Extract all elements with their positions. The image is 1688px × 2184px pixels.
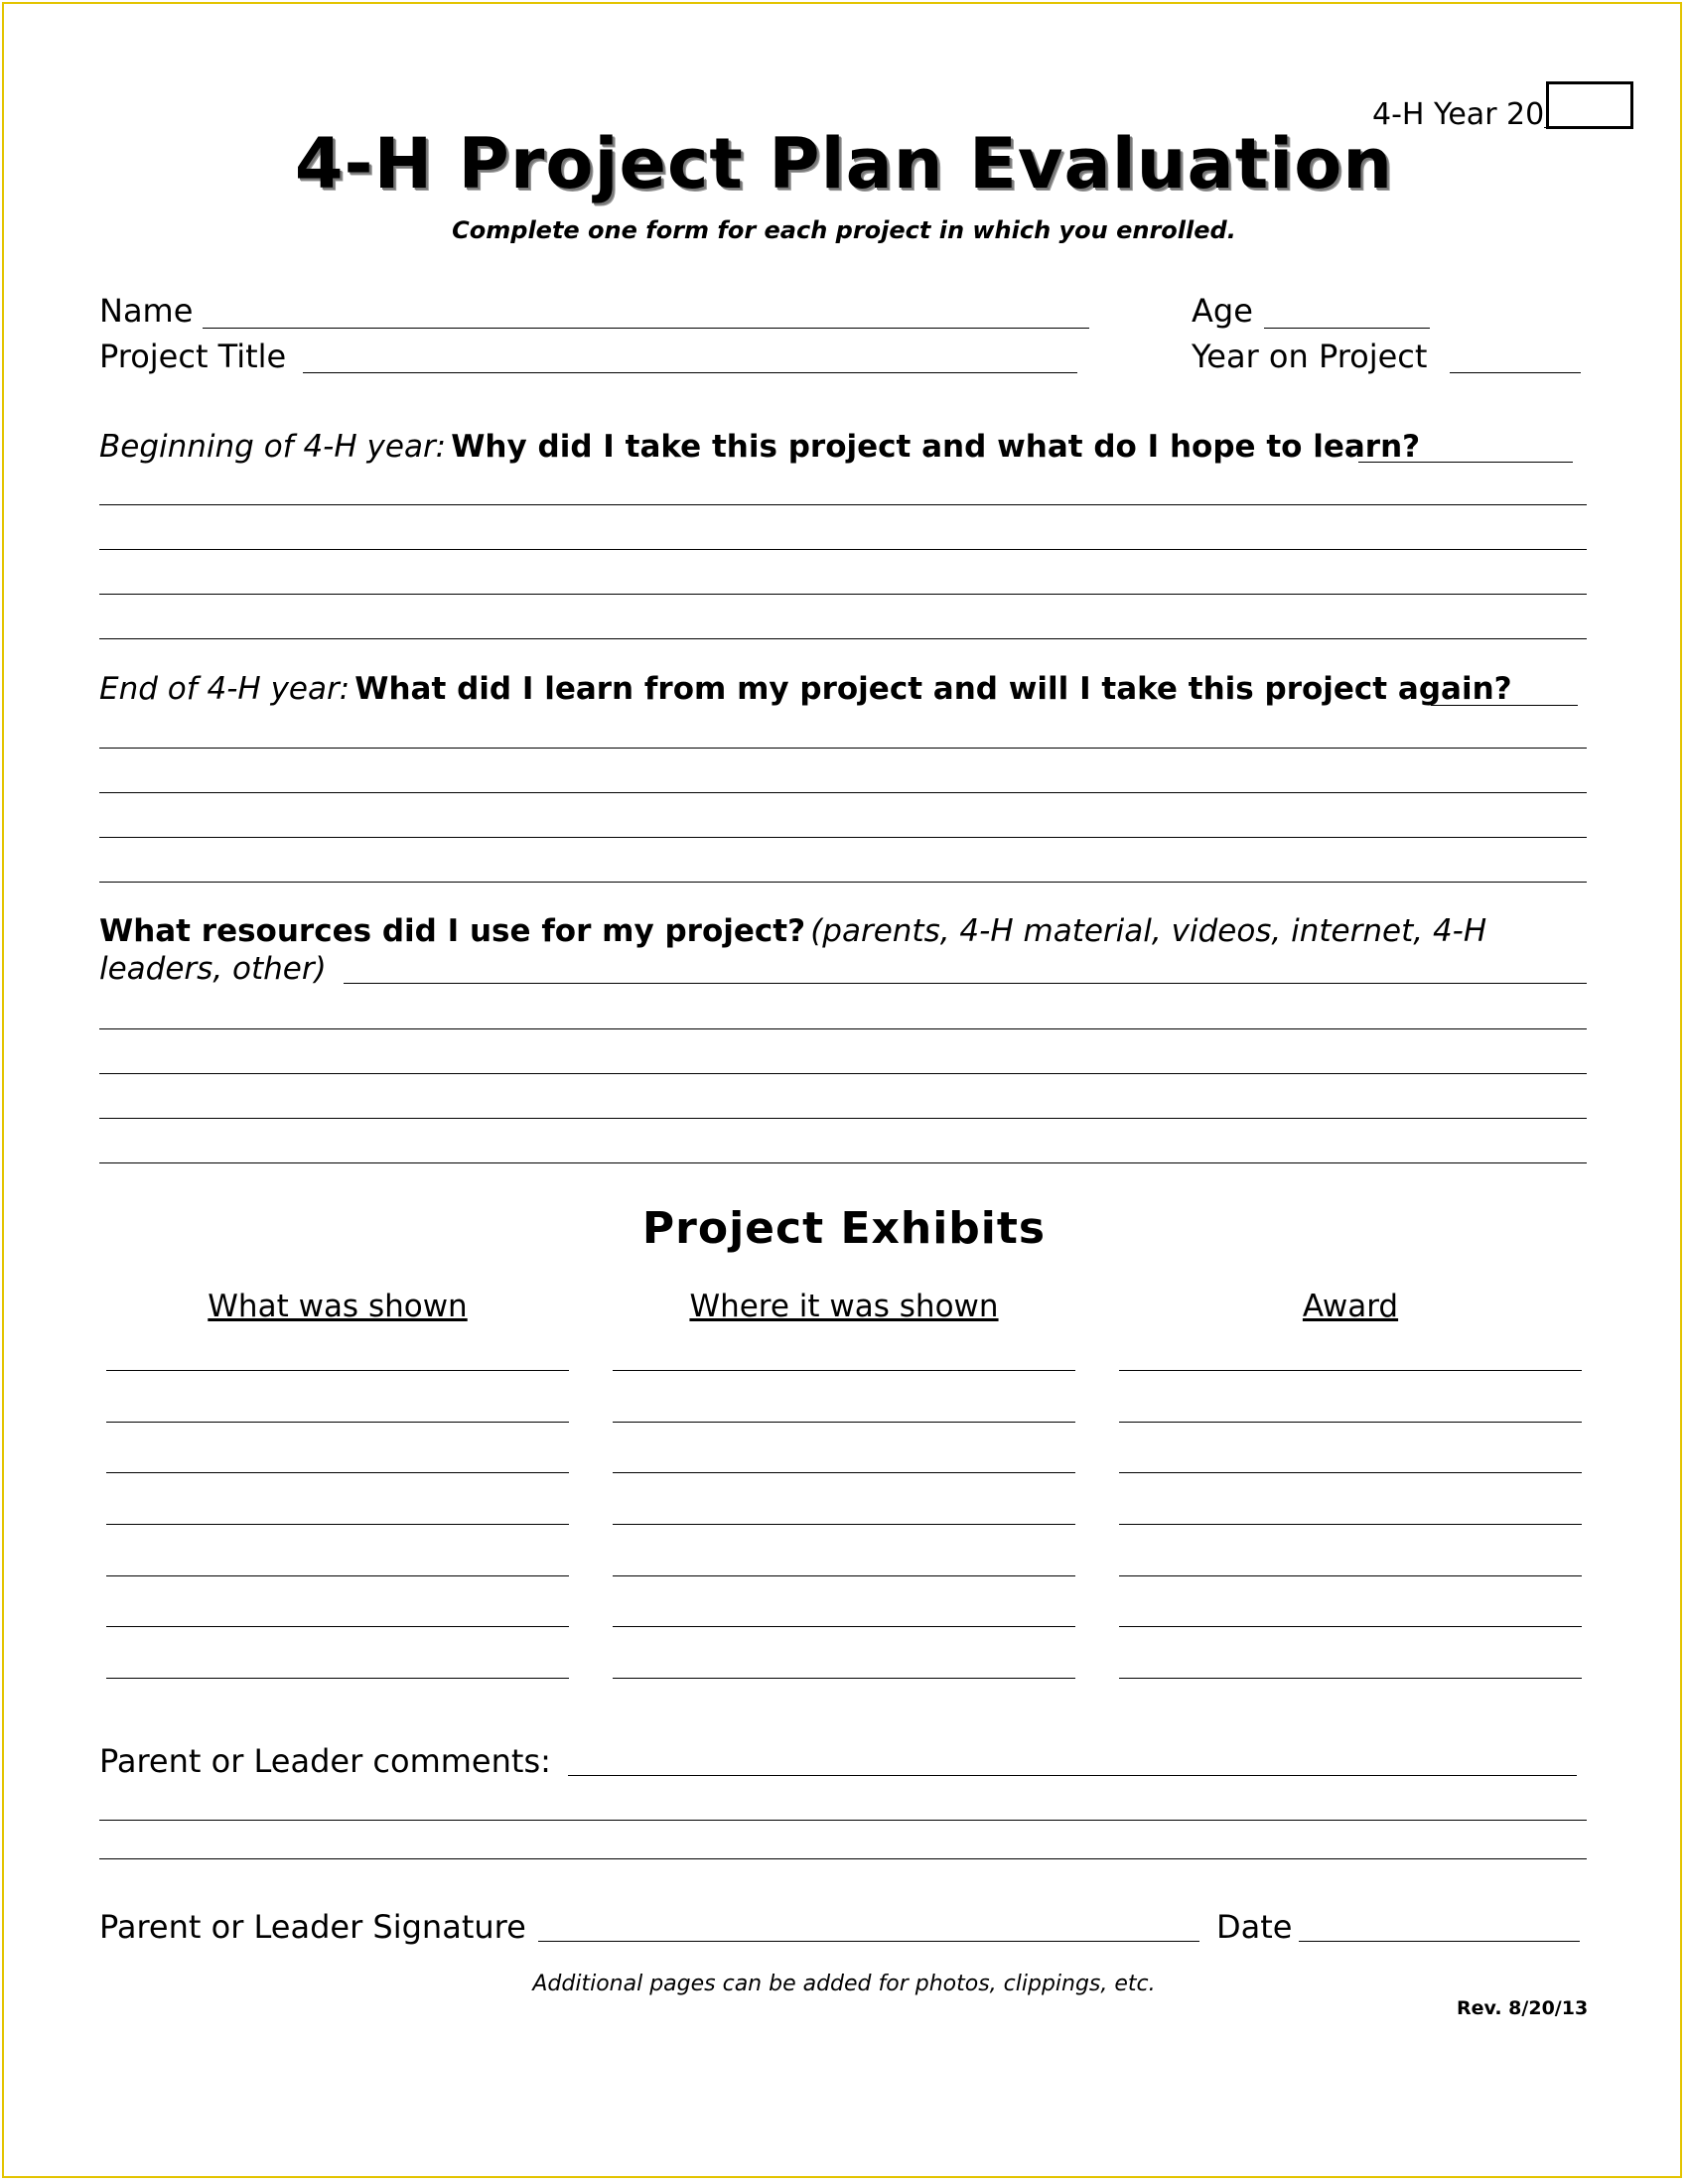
- beginning-answer-line[interactable]: [99, 549, 1587, 550]
- comments-label: Parent or Leader comments:: [99, 1742, 551, 1780]
- exhibit-where-line[interactable]: [613, 1370, 1075, 1371]
- exhibit-award-line[interactable]: [1119, 1626, 1582, 1627]
- end-prefix: End of 4-H year:: [99, 671, 351, 707]
- exhibit-where-line[interactable]: [613, 1678, 1075, 1679]
- year-input-box[interactable]: [1546, 81, 1633, 129]
- comments-line[interactable]: [99, 1858, 1587, 1859]
- name-field[interactable]: [203, 328, 1089, 329]
- resources-question: [99, 913, 1486, 949]
- resources-question-text: What resources did I use for my project?: [99, 913, 806, 949]
- exhibit-award-line[interactable]: [1119, 1678, 1582, 1679]
- end-question-text: What did I learn from my project and will I take this project again?: [354, 671, 1512, 707]
- footer-note: Additional pages can be added for photos, clippings, etc.: [532, 1972, 1156, 1996]
- end-question: [99, 671, 1512, 707]
- project-title-field[interactable]: [303, 372, 1077, 373]
- date-line[interactable]: [1299, 1941, 1580, 1942]
- resources-answer-line[interactable]: [99, 1073, 1587, 1074]
- exhibit-award-line[interactable]: [1119, 1422, 1582, 1423]
- end-answer-line[interactable]: [99, 837, 1587, 838]
- comments-line[interactable]: [99, 1820, 1587, 1821]
- resources-answer-line[interactable]: [99, 1028, 1587, 1029]
- resources-hint-1: (parents, 4-H material, videos, internet, 4-H: [810, 913, 1487, 949]
- year-label: 4-H Year 20: [1372, 97, 1545, 132]
- resources-answer-line[interactable]: [344, 983, 1587, 984]
- exhibit-what-line[interactable]: [106, 1472, 569, 1473]
- exhibits-title: Project Exhibits: [641, 1203, 1047, 1254]
- age-label: Age: [1192, 292, 1253, 330]
- exhibit-what-line[interactable]: [106, 1575, 569, 1576]
- end-answer-line[interactable]: [99, 882, 1587, 883]
- form-title: 4-H Project Plan Evaluation: [294, 123, 1394, 205]
- exhibit-where-line[interactable]: [613, 1422, 1075, 1423]
- revision-date: Rev. 8/20/13: [1457, 1997, 1589, 2019]
- comments-line[interactable]: [568, 1775, 1577, 1776]
- year-on-project-label: Year on Project: [1192, 338, 1428, 375]
- exhibit-what-line[interactable]: [106, 1422, 569, 1423]
- project-title-label: Project Title: [99, 338, 287, 375]
- exhibit-award-line[interactable]: [1119, 1370, 1582, 1371]
- signature-label: Parent or Leader Signature: [99, 1908, 526, 1946]
- exhibit-award-line[interactable]: [1119, 1575, 1582, 1576]
- beginning-answer-line[interactable]: [99, 504, 1587, 505]
- exhibit-what-line[interactable]: [106, 1626, 569, 1627]
- exhibit-where-line[interactable]: [613, 1626, 1075, 1627]
- end-answer-line[interactable]: [1431, 705, 1578, 706]
- column-what-shown: What was shown: [208, 1289, 468, 1324]
- exhibit-award-line[interactable]: [1119, 1472, 1582, 1473]
- beginning-answer-line[interactable]: [99, 638, 1587, 639]
- beginning-question-text: Why did I take this project and what do I hope to learn?: [451, 429, 1421, 465]
- exhibit-what-line[interactable]: [106, 1678, 569, 1679]
- resources-hint-2: leaders, other): [99, 951, 327, 987]
- date-label: Date: [1216, 1908, 1293, 1946]
- beginning-answer-line[interactable]: [1358, 462, 1573, 463]
- end-answer-line[interactable]: [99, 748, 1587, 749]
- exhibit-where-line[interactable]: [613, 1524, 1075, 1525]
- beginning-answer-line[interactable]: [99, 594, 1587, 595]
- beginning-question: [99, 429, 1420, 465]
- name-label: Name: [99, 292, 194, 330]
- column-where-shown: Where it was shown: [689, 1289, 999, 1324]
- signature-line[interactable]: [538, 1941, 1199, 1942]
- exhibit-what-line[interactable]: [106, 1370, 569, 1371]
- resources-answer-line[interactable]: [99, 1118, 1587, 1119]
- exhibit-what-line[interactable]: [106, 1524, 569, 1525]
- column-award: Award: [1302, 1289, 1399, 1324]
- exhibit-where-line[interactable]: [613, 1575, 1075, 1576]
- year-on-project-field[interactable]: [1450, 372, 1581, 373]
- resources-answer-line[interactable]: [99, 1162, 1587, 1163]
- form-subtitle: Complete one form for each project in which you enrolled.: [452, 216, 1236, 244]
- end-answer-line[interactable]: [99, 792, 1587, 793]
- beginning-prefix: Beginning of 4-H year:: [99, 429, 447, 465]
- age-field[interactable]: [1264, 328, 1430, 329]
- exhibit-award-line[interactable]: [1119, 1524, 1582, 1525]
- exhibit-where-line[interactable]: [613, 1472, 1075, 1473]
